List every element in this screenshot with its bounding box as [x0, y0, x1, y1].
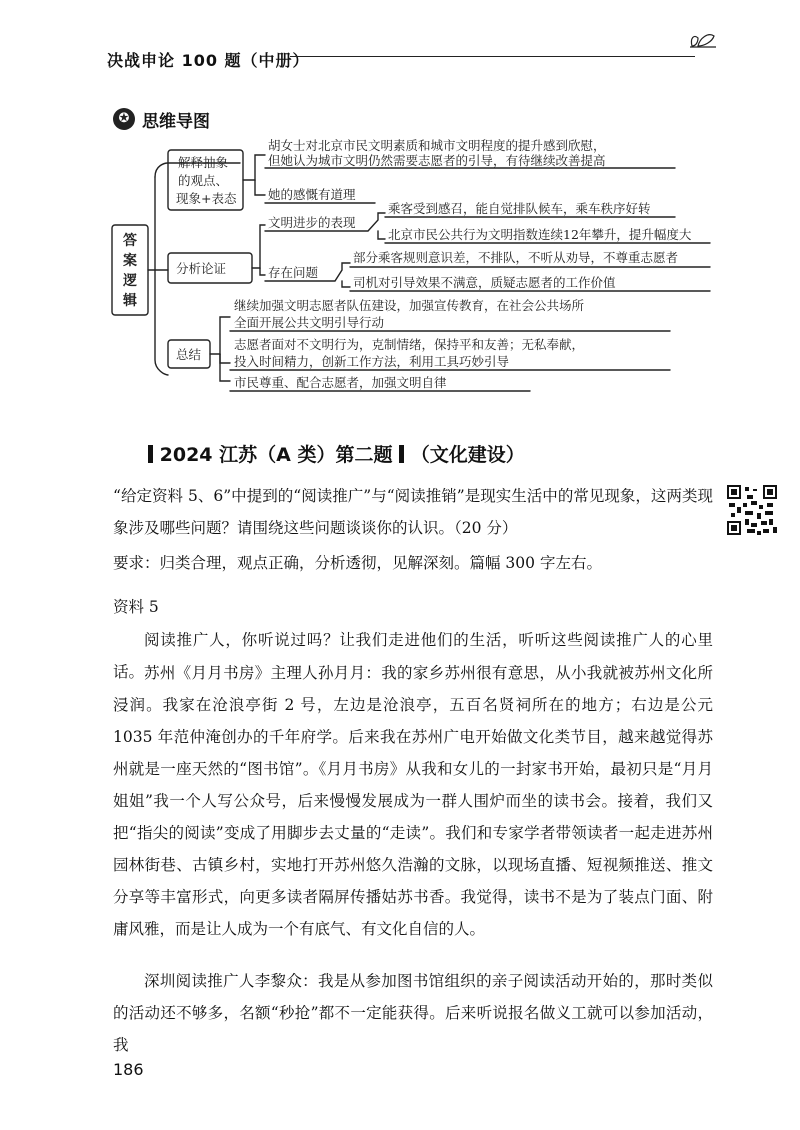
branch-explain-label: 现象+表态 — [176, 191, 237, 206]
sub-branch-problems-label: 存在问题 — [268, 265, 319, 280]
heading-bar-right — [399, 445, 404, 463]
running-header-title: 决战申论 100 题（中册） — [107, 51, 310, 70]
mind-map-leaf: 她的感慨有道理 — [268, 187, 356, 202]
mind-map-leaf: 乘客受到感召，能自觉排队候车，乘车秩序好转 — [388, 201, 651, 216]
branch-analysis-label: 分析论证 — [176, 261, 227, 276]
page-number: 186 — [113, 1060, 144, 1079]
question-heading — [148, 440, 525, 467]
question-prompt: “给定资料 5、6”中提到的“阅读推广”与“阅读推销”是现实生活中的常见现象，这两类现象涉及哪些问题？请围绕这些问题谈谈你的认识。（20 分） — [113, 487, 713, 537]
mind-map-root-char: 答 — [123, 233, 137, 249]
mind-map-leaf: 部分乘客规则意识差，不排队，不听从劝导，不尊重志愿者 — [353, 250, 679, 265]
question-requirement: 要求：归类合理，观点正确，分析透彻，见解深刻。篇幅 300 字左右。 — [113, 554, 602, 572]
sprout-icon — [688, 28, 718, 50]
material-paragraph: 深圳阅读推广人李黎众：我是从参加图书馆组织的亲子阅读活动开始的，那时类似的活动还不够多，名额“秒抢”都不一定能获得。后来听说报名做义工就可以参加活动，我 — [113, 972, 713, 1054]
branch-explain-label: 的观点、 — [178, 173, 229, 188]
header-rule — [290, 56, 695, 57]
section-star-icon: ✪ — [113, 108, 135, 130]
sub-branch-progress-label: 文明进步的表现 — [268, 215, 356, 230]
question-category: （文化建设） — [410, 444, 525, 466]
mind-map-leaf: 胡女士对北京市民文明素质和城市文明程度的提升感到欣慰， — [268, 138, 606, 153]
question-title: 2024 江苏（A 类）第二题 — [159, 444, 393, 466]
branch-summary-label: 总结 — [176, 347, 202, 362]
section-title: 思维导图 — [142, 112, 210, 132]
mind-map-leaf: 司机对引导效果不满意，质疑志愿者的工作价值 — [353, 275, 616, 290]
mind-map-leaf: 北京市民公共行为文明指数连续12年攀升，提升幅度大 — [388, 227, 692, 242]
material-label: 资料 5 — [113, 598, 159, 616]
heading-bar-left — [148, 445, 153, 463]
mind-map-leaf: 但她认为城市文明仍然需要志愿者的引导，有待继续改善提高 — [268, 153, 606, 168]
mind-map — [110, 135, 720, 405]
mind-map-leaf: 继续加强文明志愿者队伍建设，加强宣传教育，在社会公共场所 — [234, 298, 585, 313]
mind-map-leaf: 投入时间精力，创新工作方法，利用工具巧妙引导 — [234, 354, 510, 369]
mind-map-root-char: 案 — [123, 253, 137, 269]
material-paragraph: 苏州《月月书房》主理人孙月月：我的家乡苏州很有意思，从小我就被苏州文化所浸润。我家在沧浪亭街 2 号，左边是沧浪亭，五百名贤祠所在的地方；右边是公元 1035 年范仲淹创办的千年府学。后来我在苏州广电开始做文化类节目，越来越觉得苏州就是一座天然的“图书馆”。《月月书房》从我和女儿的一封家书开始，最初只是“月月姐姐”我一个人写公众号，后来慢慢发展成为一群人围炉而坐的读书会。接着，我们又把“指尖的阅读”变成了用脚步去丈量的“走读”。我们和专家学者带领读者一起走进苏州园林街巷、古镇乡村，实地打开苏州悠久浩瀚的文脉，以现场直播、短视频推送、推文分享等丰富形式，向更多读者隔屏传播姑苏书香。我觉得，读书不是为了装点门面、附庸风雅，而是让人成为一个有底气、有文化自信的人。 — [113, 664, 713, 938]
branch-explain-label: 解释抽象 — [178, 155, 229, 170]
mind-map-leaf: 志愿者面对不文明行为，克制情绪，保持平和友善；无私奉献， — [234, 337, 585, 352]
material-paragraph: 阅读推广人，你听说过吗？让我们走进他们的生活，听听这些阅读推广人的心里话。 — [113, 631, 713, 681]
mind-map-root-char: 逻 — [123, 273, 137, 289]
mind-map-leaf: 市民尊重、配合志愿者，加强文明自律 — [234, 375, 447, 390]
qr-code — [727, 485, 777, 535]
mind-map-root-char: 辑 — [123, 293, 137, 309]
mind-map-leaf: 全面开展公共文明引导行动 — [234, 315, 385, 330]
